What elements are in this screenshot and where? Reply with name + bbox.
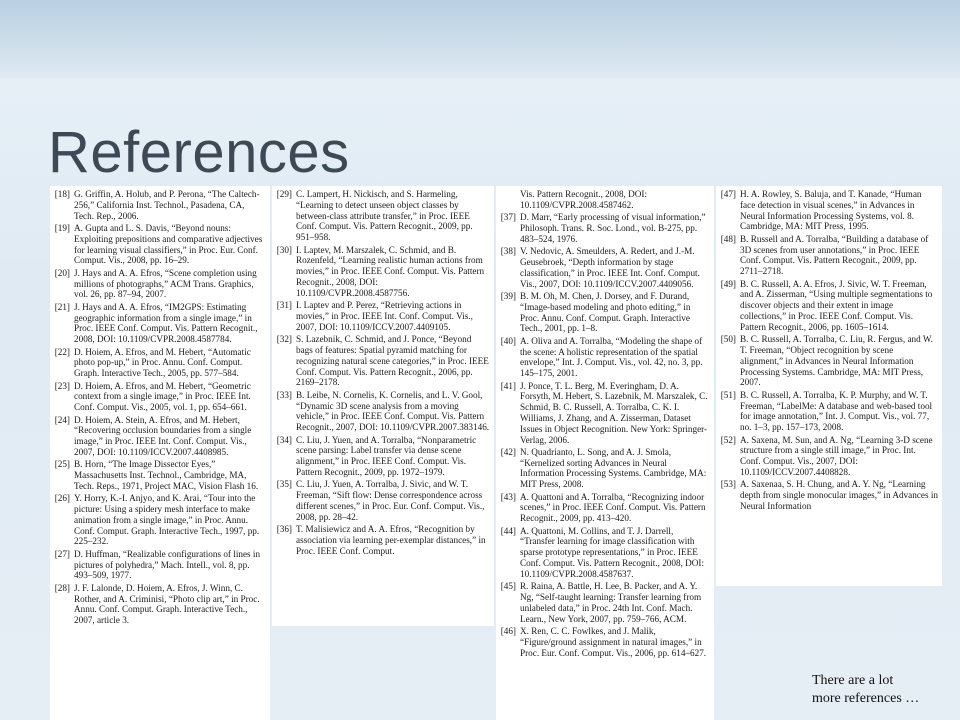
reference-text: I. Laptev and P. Perez, “Retrieving actions in movies,” in Proc. IEEE Int. Conf. Comput. Vis., 2007, DOI: 10.1109/ICCV.2007.4409105.	[296, 300, 473, 332]
reference-text: D. Huffman, “Realizable configurations of lines in pictures of polyhedra,” Mach. Intell., vol. 8, pp. 493–509, 1977.	[74, 548, 261, 581]
reference-number: [22]	[54, 346, 70, 357]
reference-text: T. Malisiewicz and A. A. Efros, “Recognition by association via learning per-exemplar distances,” in Proc. IEEE Conf. Comput.	[296, 524, 486, 556]
reference-number: [46]	[500, 626, 516, 637]
reference-number: [32]	[276, 334, 292, 345]
reference-text: B. C. Russell, A. Torralba, K. P. Murphy, and W. T. Freeman, “LabelMe: A database and web-based tool for image annotation,” Int. J. Comput. Vis., vol. 77, no. 1–3, pp. 157–173, 2008.	[740, 389, 933, 433]
reference-column-3	[496, 186, 714, 720]
reference-entry	[50, 189, 266, 221]
reference-number: [47]	[720, 189, 736, 199]
reference-number: [42]	[500, 446, 516, 457]
reference-number: [50]	[720, 334, 736, 345]
reference-entry	[496, 246, 710, 289]
reference-entry	[50, 459, 266, 491]
reference-entry	[716, 234, 938, 277]
reference-entry	[496, 189, 710, 211]
reference-entry	[496, 526, 710, 580]
reference-entry	[272, 245, 490, 299]
reference-entry	[496, 626, 710, 658]
reference-text: Y. Horry, K.-I. Anjyo, and K. Arai, “Tour into the picture: Using a spidery mesh interface to make animation from a single image,” in Proc. Annu. Conf. Comput. Graph. Interactive Tech., 1997, pp. 225–232.	[74, 493, 260, 547]
reference-text: V. Nedovic, A. Smeulders, A. Redert, and J.-M. Geusebroek, “Depth information by stage classification,” in Proc. IEEE Int. Conf. Comput. Vis., 2007, DOI: 10.1109/ICCV.2007.4409056.	[520, 246, 700, 289]
reference-text: A. Saxenaa, S. H. Chung, and A. Y. Ng, “Learning depth from single monocular images,” in Advances in Neural Information	[740, 479, 938, 511]
reference-text: A. Oliva and A. Torralba, “Modeling the shape of the scene: A holistic representation of the spatial envelope,” Int. J. Comput. Vis., vol. 42, no. 3, pp. 145–175, 2001.	[520, 335, 703, 379]
reference-number: [19]	[54, 222, 70, 233]
more-references-note	[812, 672, 952, 708]
reference-text: B. Leibe, N. Cornelis, K. Cornelis, and L. V. Gool, “Dynamic 3D scene analysis from a moving vehicle,” in Proc. IEEE Conf. Comput. Vis. Pattern Recognit., 2007, DOI: 10.1109/CVPR.2007.383146.	[296, 389, 490, 433]
header-band	[0, 0, 960, 78]
reference-number: [44]	[500, 525, 516, 536]
reference-number: [48]	[720, 233, 736, 244]
note-line-2: more references …	[812, 691, 920, 706]
reference-text: H. A. Rowley, S. Baluja, and T. Kanade, “Human face detection in visual scenes,” in Advances in Neural Information Processing Systems, vol. 8. Cambridge, MA: MIT Press, 1995.	[740, 189, 922, 232]
reference-entry	[716, 334, 938, 388]
reference-text: D. Hoiem, A. Stein, A. Efros, and M. Hebert, “Recovering occlusion boundaries from a single image,” in Proc. IEEE Int. Conf. Comput. Vis., 2007, DOI: 10.1109/ICCV.2007.4408985.	[74, 414, 252, 457]
reference-entry	[50, 415, 266, 458]
reference-number: [26]	[54, 493, 70, 504]
reference-text: A. Saxena, M. Sun, and A. Ng, “Learning 3-D scene structure from a single still image,” in Proc. Int. Conf. Comput. Vis., 2007, DOI: 10.1109/ICCV.2007.4408828.	[740, 434, 933, 477]
reference-text: J. F. Lalonde, D. Hoiem, A. Efros, J. Winn, C. Rother, and A. Criminisi, “Photo clip art,” in Proc. Annu. Conf. Comput. Graph. Interactive Tech., 2007, article 3.	[74, 582, 260, 626]
reference-number	[496, 189, 520, 211]
reference-number: [27]	[54, 548, 70, 559]
reference-number: [37]	[500, 212, 516, 223]
reference-number: [34]	[276, 434, 292, 445]
reference-text: C. Lampert, H. Nickisch, and S. Harmeling, “Learning to detect unseen object classes by between-class attribute transfer,” in Proc. IEEE Conf. Comput. Vis. Pattern Recognit., 2009, pp. 951–958.	[296, 189, 473, 243]
reference-column-1	[50, 186, 270, 720]
reference-number: [41]	[500, 380, 516, 391]
reference-text: B. C. Russell, A. A. Efros, J. Sivic, W. T. Freeman, and A. Zisserman, “Using multiple segmentations to discover objects and their extent in image collections,” in Proc. IEEE Conf. Comput. Vis. Pattern Recognit., 2006, pp. 1605–1614.	[740, 278, 933, 332]
reference-text: R. Raina, A. Battle, H. Lee, B. Packer, and A. Y. Ng, “Self-taught learning: Transfer learning from unlabeled data,” in Proc. 24th Int. Conf. Mach. Learn., New York, 2007, pp. 759–766, ACM.	[520, 581, 702, 624]
reference-entry	[272, 334, 490, 388]
reference-text: B. Russell and A. Torralba, “Building a database of 3D scenes from user annotations,” in Proc. IEEE Conf. Comput. Vis. Pattern Recognit., 2009, pp. 2711–2718.	[740, 233, 929, 277]
reference-text: J. Ponce, T. L. Berg, M. Everingham, D. A. Forsyth, M. Hebert, S. Lazebnik, M. Marszalek, C. Schmid, B. C. Russell, A. Torralba, C. K. I. Williams, J. Zhang, and A. Zisserman, Dataset Issues in Object Recognition. New York: Springer-Verlag, 2006.	[520, 380, 708, 445]
reference-entry	[496, 291, 710, 334]
reference-number: [33]	[276, 389, 292, 400]
reference-entry	[496, 212, 710, 244]
reference-text: A. Quattoni, M. Collins, and T. J. Darrell, “Transfer learning for image classification with sparse prototype representations,” in Proc. IEEE Conf. Comput. Vis. Pattern Recognit., 2008, DOI: 10.1109/CVPR.2008.4587637.	[520, 525, 705, 579]
reference-number: [24]	[54, 414, 70, 425]
reference-entry	[50, 268, 266, 300]
reference-text: X. Ren, C. C. Fowlkes, and J. Malik, “Figure/ground assignment in natural images,” in Proc. Eur. Conf. Comput. Vis., 2006, pp. 614–627.	[520, 626, 707, 658]
note-line-1: There are a lot	[812, 673, 894, 688]
reference-column-2	[272, 186, 494, 626]
reference-number: [35]	[276, 479, 292, 490]
reference-text: B. Horn, “The Image Dissector Eyes,” Massachusetts Inst. Technol., Cambridge, MA, Tech. Reps., 1971, Project MAC, Vision Flash 16.	[74, 459, 259, 491]
reference-text: N. Quadrianto, L. Song, and A. J. Smola, “Kernelized sorting Advances in Neural Information Processing Systems. Cambridge, MA: MIT Press, 2008.	[520, 446, 707, 490]
reference-entry	[716, 279, 938, 333]
reference-entry	[716, 435, 938, 478]
reference-number: [18]	[54, 189, 70, 199]
reference-text: A. Quattoni and A. Torralba, “Recognizing indoor scenes,” in Proc. IEEE Conf. Comput. Vis. Pattern Recognit., 2009, pp. 413–420.	[520, 491, 706, 524]
reference-number: [43]	[500, 491, 516, 502]
reference-entry	[50, 302, 266, 345]
reference-entry	[716, 390, 938, 433]
reference-text: S. Lazebnik, C. Schmid, and J. Ponce, “Beyond bags of features: Spatial pyramid matching for recognizing natural scene categories,” in Proc. IEEE Conf. Comput. Vis. Pattern Recognit., 2006, pp. 2169–2178.	[296, 334, 489, 388]
reference-text: C. Liu, J. Yuen, and A. Torralba, “Nonparametric scene parsing: Label transfer via dense scene alignment,” in Proc. IEEE Conf. Comput. Vis. Pattern Recognit., 2009, pp. 1972–1979.	[296, 434, 477, 477]
reference-entry	[50, 493, 266, 547]
reference-entry	[716, 189, 938, 232]
reference-entry	[272, 390, 490, 433]
reference-entry	[50, 583, 266, 626]
reference-entry	[50, 549, 266, 581]
reference-entry	[496, 381, 710, 446]
reference-entry	[716, 479, 938, 511]
reference-number: [31]	[276, 300, 292, 311]
reference-number: [30]	[276, 244, 292, 255]
reference-number: [53]	[720, 479, 736, 490]
reference-text: C. Liu, J. Yuen, A. Torralba, J. Sivic, and W. T. Freeman, “Sift flow: Dense correspondence across different scenes,” in Proc. Eur. Conf. Comput. Vis., 2008, pp. 28–42.	[296, 479, 485, 522]
reference-number: [28]	[54, 582, 70, 593]
reference-entry	[50, 223, 266, 266]
reference-number: [40]	[500, 335, 516, 346]
reference-number: [23]	[54, 380, 70, 391]
reference-entry	[496, 447, 710, 490]
reference-entry	[50, 381, 266, 413]
reference-text: I. Laptev, M. Marszalek, C. Schmid, and B. Rozenfeld, “Learning realistic human actions from movies,” in Proc. IEEE Conf. Comput. Vis. Pattern Recognit., 2008, DOI: 10.1109/CVPR.2008.4587756.	[296, 244, 485, 298]
reference-text: A. Gupta and L. S. Davis, “Beyond nouns: Exploiting prepositions and comparative adjectives for learning visual classifiers,” in Proc. Eur. Conf. Comput. Vis., 2008, pp. 16–29.	[74, 222, 263, 266]
reference-text: B. M. Oh, M. Chen, J. Dorsey, and F. Durand, “Image-based modeling and photo editing,” in Proc. Annu. Conf. Comput. Graph. Interactive Tech., 2001, pp. 1–8.	[520, 290, 691, 334]
reference-number: [39]	[500, 290, 516, 301]
reference-entry	[50, 347, 266, 379]
reference-number: [51]	[720, 389, 736, 400]
reference-text: D. Hoiem, A. Efros, and M. Hebert, “Geometric context from a single image,” in Proc. IEEE Int. Conf. Comput. Vis., 2005, vol. 1, pp. 654–661.	[74, 380, 251, 413]
reference-column-4	[716, 186, 942, 586]
reference-text: G. Griffin, A. Holub, and P. Perona, “The Caltech-256,” California Inst. Technol., Pasadena, CA, Tech. Rep., 2006.	[74, 189, 260, 221]
reference-entry	[272, 435, 490, 478]
reference-number: [49]	[720, 278, 736, 289]
reference-text: D. Hoiem, A. Efros, and M. Hebert, “Automatic photo pop-up,” in Proc. Annu. Conf. Comput. Graph. Interactive Tech., 2005, pp. 577–584.	[74, 346, 251, 379]
reference-number: [45]	[500, 581, 516, 592]
reference-entry	[496, 492, 710, 524]
reference-number: [38]	[500, 246, 516, 257]
reference-text: Vis. Pattern Recognit., 2008, DOI: 10.1109/CVPR.2008.4587462.	[520, 189, 648, 210]
reference-entry	[272, 524, 490, 556]
reference-entry	[496, 336, 710, 379]
reference-text: B. C. Russell, A. Torralba, C. Liu, R. Fergus, and W. T. Freeman, “Object recognition by scene alignment,” in Advances in Neural Information Processing Systems. Cambridge, MA: MIT Press, 2007.	[740, 334, 933, 388]
reference-entry	[272, 479, 490, 522]
reference-text: J. Hays and A. A. Efros, “IM2GPS: Estimating geographic information from a single image,” in Proc. IEEE Conf. Comput. Vis. Pattern Recognit., 2008, DOI: 10.1109/CVPR.2008.4587784.	[74, 301, 258, 345]
reference-number: [25]	[54, 459, 70, 470]
reference-entry	[496, 581, 710, 624]
reference-number: [52]	[720, 434, 736, 445]
reference-number: [36]	[276, 524, 292, 535]
reference-entry	[272, 189, 490, 243]
page-title: References	[48, 120, 350, 185]
reference-number: [21]	[54, 301, 70, 312]
reference-text: D. Marr, “Early processing of visual information,” Philosoph. Trans. R. Soc. Lond., vol. B-275, pp. 483–524, 1976.	[520, 212, 706, 244]
reference-entry	[272, 300, 490, 332]
reference-number: [29]	[276, 189, 292, 199]
reference-text: J. Hays and A. A. Efros, “Scene completion using millions of photographs,” ACM Trans. Graphics, vol. 26, pp. 87–94, 2007.	[74, 267, 257, 300]
reference-number: [20]	[54, 267, 70, 278]
